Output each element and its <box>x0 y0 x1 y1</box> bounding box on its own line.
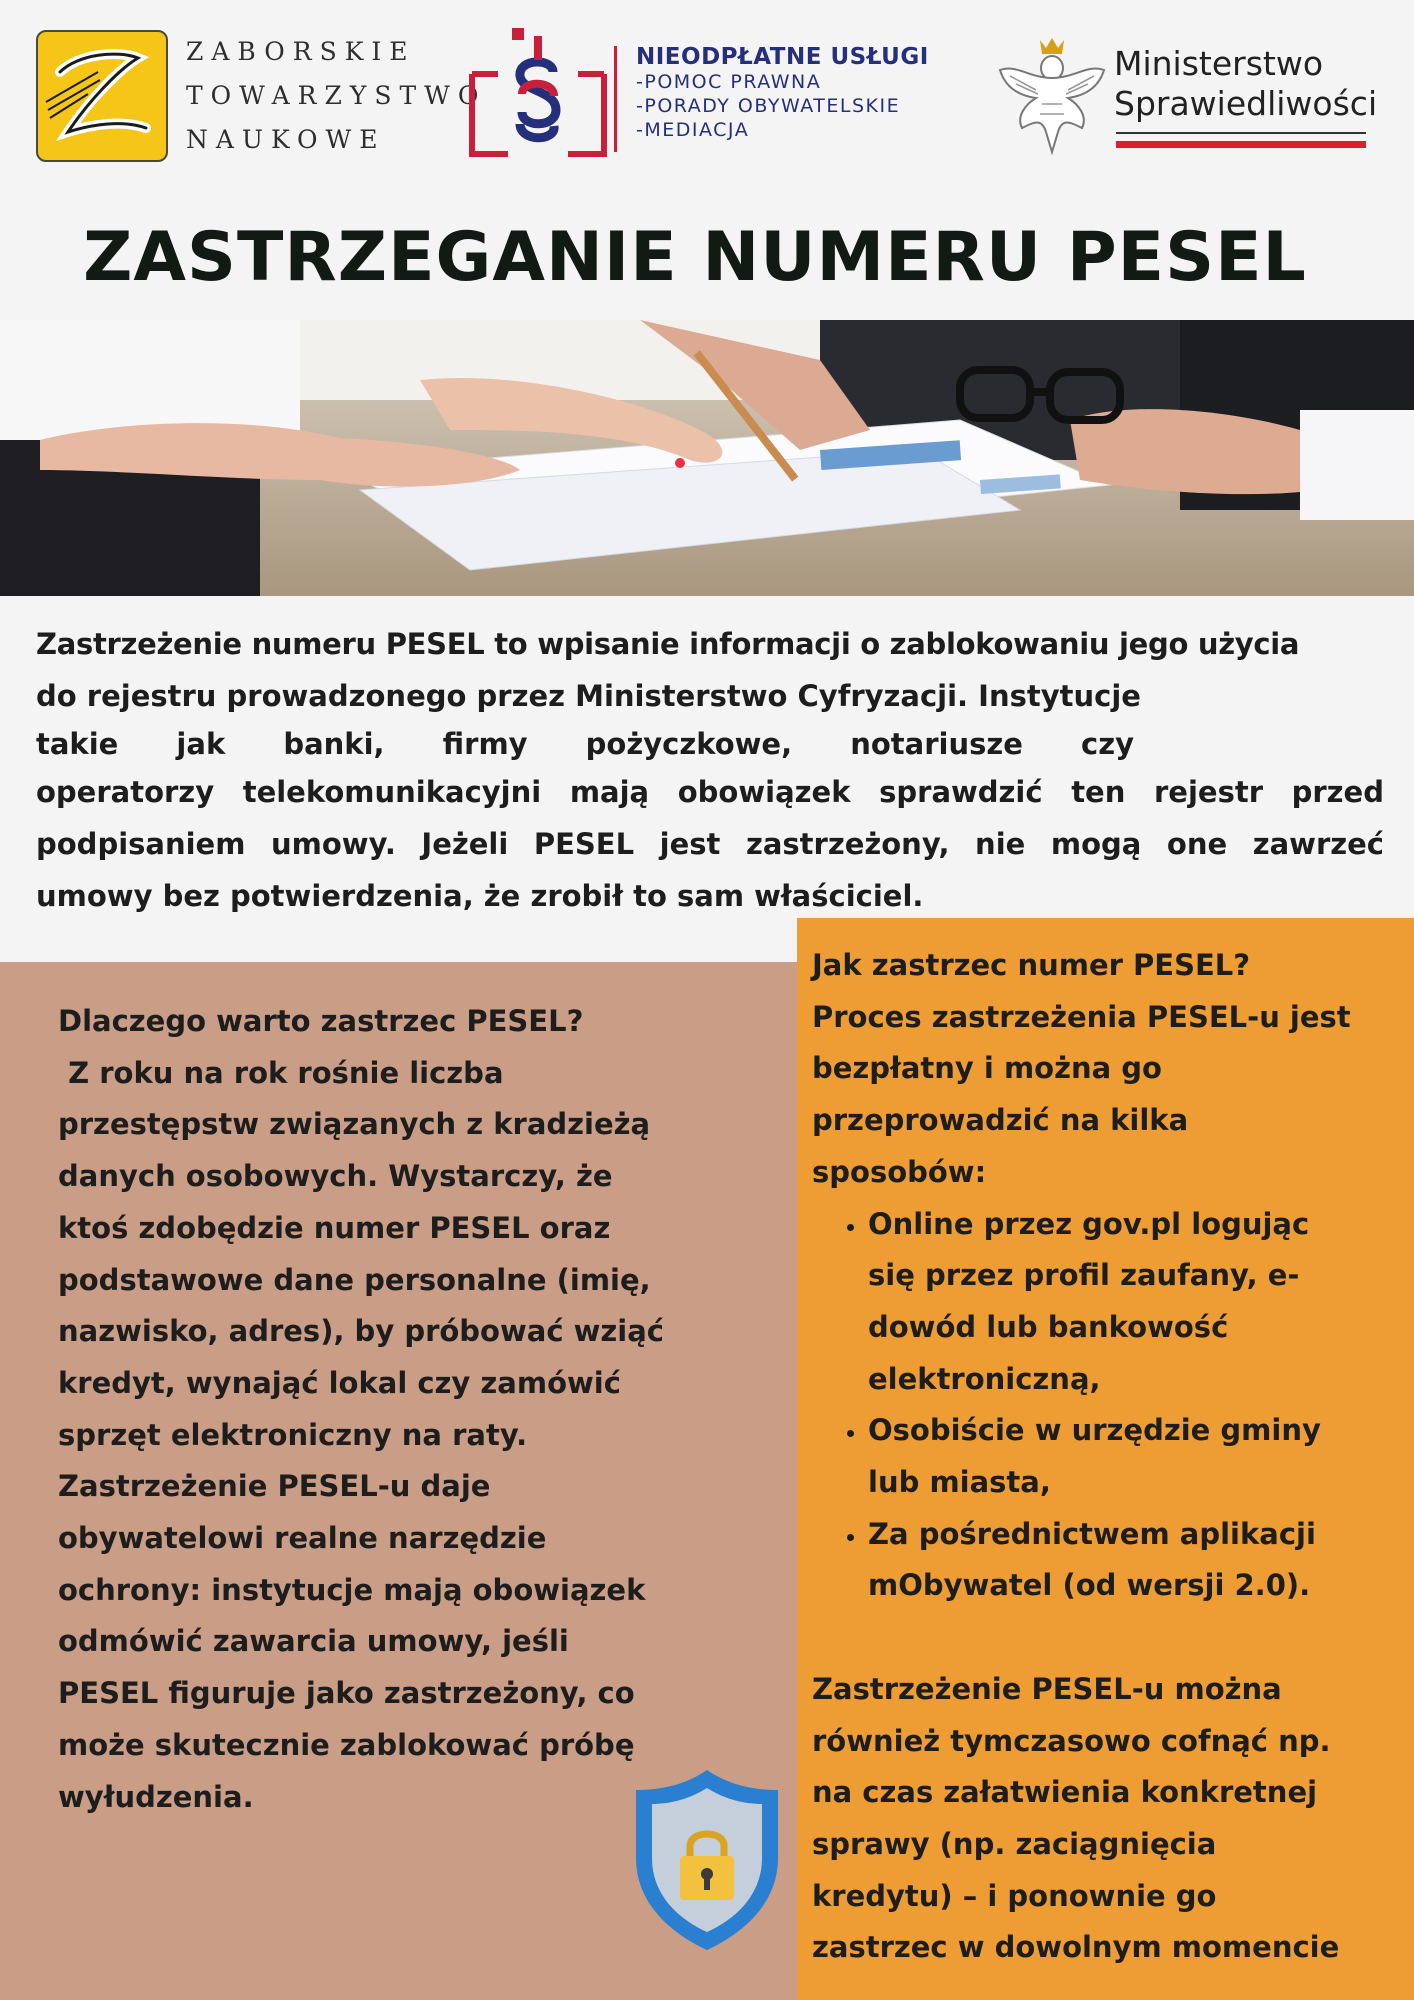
nieod-line-3: -MEDIACJA <box>636 119 750 141</box>
method-line: • Za pośrednictwem aplikacji <box>868 1516 1316 1551</box>
why-line: danych osobowych. Wystarczy, że <box>58 1159 613 1194</box>
why-line: nazwisko, adres), by próbować wziąć <box>58 1314 664 1349</box>
intro-line-3: takie jak banki, firmy pożyczkowe, notariusze czy <box>36 727 1134 761</box>
method-line: elektroniczną, <box>868 1361 1101 1396</box>
ministry-line-1: Ministerstwo <box>1114 44 1324 83</box>
nieodplatne-logo <box>468 24 608 164</box>
why-line: PESEL figuruje jako zastrzeżony, co <box>58 1676 635 1711</box>
why-line: ochrony: instytucje mają obowiązek <box>58 1572 646 1607</box>
method-line: dowód lub bankowość <box>868 1309 1229 1344</box>
intro-line-4: operatorzy telekomunikacyjni mają obowiązek sprawdzić ten rejestr przed <box>36 775 1384 809</box>
how-outro-line: Zastrzeżenie PESEL-u można <box>812 1671 1282 1706</box>
method-line: mObywatel (od wersji 2.0). <box>868 1568 1311 1603</box>
intro-line-2: do rejestru prowadzonego przez Ministerstwo Cyfryzacji. Instytucje <box>36 679 1141 713</box>
how-outro-line: kredytu) – i ponownie go <box>812 1878 1217 1913</box>
why-line: sprzęt elektroniczny na raty. <box>58 1417 528 1452</box>
nieodplatne-text <box>636 44 966 142</box>
zaborskie-line-1: ZABORSKIE <box>186 37 416 66</box>
ministry-name <box>1114 44 1377 124</box>
how-methods-list <box>812 1199 1402 1613</box>
zaborskie-line-3: NAUKOWE <box>186 125 386 154</box>
how-intro-line: Proces zastrzeżenia PESEL-u jest <box>812 999 1351 1034</box>
intro-line-1: Zastrzeżenie numeru PESEL to wpisanie informacji o zablokowaniu jego użycia <box>36 627 1300 661</box>
intro-paragraph <box>36 618 1386 922</box>
page-title: ZASTRZEGANIE NUMERU PESEL <box>83 218 1307 297</box>
intro-line-6: umowy bez potwierdzenia, że zrobił to sam właściciel. <box>36 879 924 913</box>
how-intro-line: bezpłatny i można go <box>812 1051 1162 1086</box>
why-line: podstawowe dane personalne (imię, <box>58 1262 651 1297</box>
why-line: przestępstw związanych z kradzieżą <box>58 1107 651 1142</box>
why-line: Z roku na rok rośnie liczba <box>58 1055 504 1090</box>
method-online <box>868 1199 1402 1406</box>
how-text <box>812 940 1402 1974</box>
how-outro-line: sprawy (np. zaciągnięcia <box>812 1826 1217 1861</box>
method-line: się przez profil zaufany, e- <box>868 1258 1300 1293</box>
nieod-line-2: -PORADY OBYWATELSKIE <box>636 95 901 117</box>
how-intro-line: Jak zastrzec numer PESEL? <box>812 948 1251 982</box>
nieod-title: NIEODPŁATNE USŁUGI <box>636 44 929 70</box>
eagle-icon <box>996 34 1108 156</box>
zaborskie-name <box>186 30 487 162</box>
method-in-person <box>868 1405 1402 1508</box>
business-meeting-photo <box>0 320 1414 596</box>
section-sign-book-icon <box>468 24 608 164</box>
method-app <box>868 1509 1402 1612</box>
how-outro-line: zastrzec w dowolnym momencie <box>812 1930 1340 1965</box>
method-line: lub miasta, <box>868 1465 1051 1500</box>
ministry-rule <box>1116 132 1366 134</box>
how-intro-line: sposobów: <box>812 1154 987 1189</box>
ministry-red-bar <box>1116 141 1366 148</box>
how-outro-line: na czas załatwienia konkretnej <box>812 1775 1318 1810</box>
intro-line-5: podpisaniem umowy. Jeżeli PESEL jest zastrzeżony, nie mogą one zawrzeć <box>36 827 1384 861</box>
meeting-photo-illustration <box>0 320 1414 596</box>
stylized-z-icon <box>38 32 166 160</box>
why-line: Dlaczego warto zastrzec PESEL? <box>58 1004 584 1038</box>
method-line: • Online przez gov.pl logując <box>868 1206 1310 1241</box>
ministry-line-2: Sprawiedliwości <box>1114 84 1378 123</box>
nieod-divider <box>614 46 617 152</box>
polish-eagle-emblem <box>996 34 1108 156</box>
method-line: • Osobiście w urzędzie gminy <box>868 1413 1321 1448</box>
why-line: może skutecznie zablokować próbę <box>58 1727 635 1762</box>
why-text <box>58 996 758 1823</box>
how-outro-line: również tymczasowo cofnąć np. <box>812 1723 1331 1758</box>
zaborskie-line-2: TOWARZYSTWO <box>186 81 487 110</box>
how-intro-line: przeprowadzić na kilka <box>812 1103 1189 1138</box>
why-line: wyłudzenia. <box>58 1779 254 1814</box>
why-line: kredyt, wynająć lokal czy zamówić <box>58 1365 621 1400</box>
nieod-line-1: -POMOC PRAWNA <box>636 71 822 93</box>
shield-lock-graphic <box>632 1766 782 1952</box>
shield-lock-icon <box>632 1766 782 1952</box>
why-line: ktoś zdobędzie numer PESEL oraz <box>58 1210 611 1245</box>
zaborskie-logo <box>36 30 168 162</box>
why-line: Zastrzeżenie PESEL-u daje <box>58 1469 491 1504</box>
why-line: odmówić zawarcia umowy, jeśli <box>58 1624 569 1659</box>
why-line: obywatelowi realne narzędzie <box>58 1521 547 1556</box>
